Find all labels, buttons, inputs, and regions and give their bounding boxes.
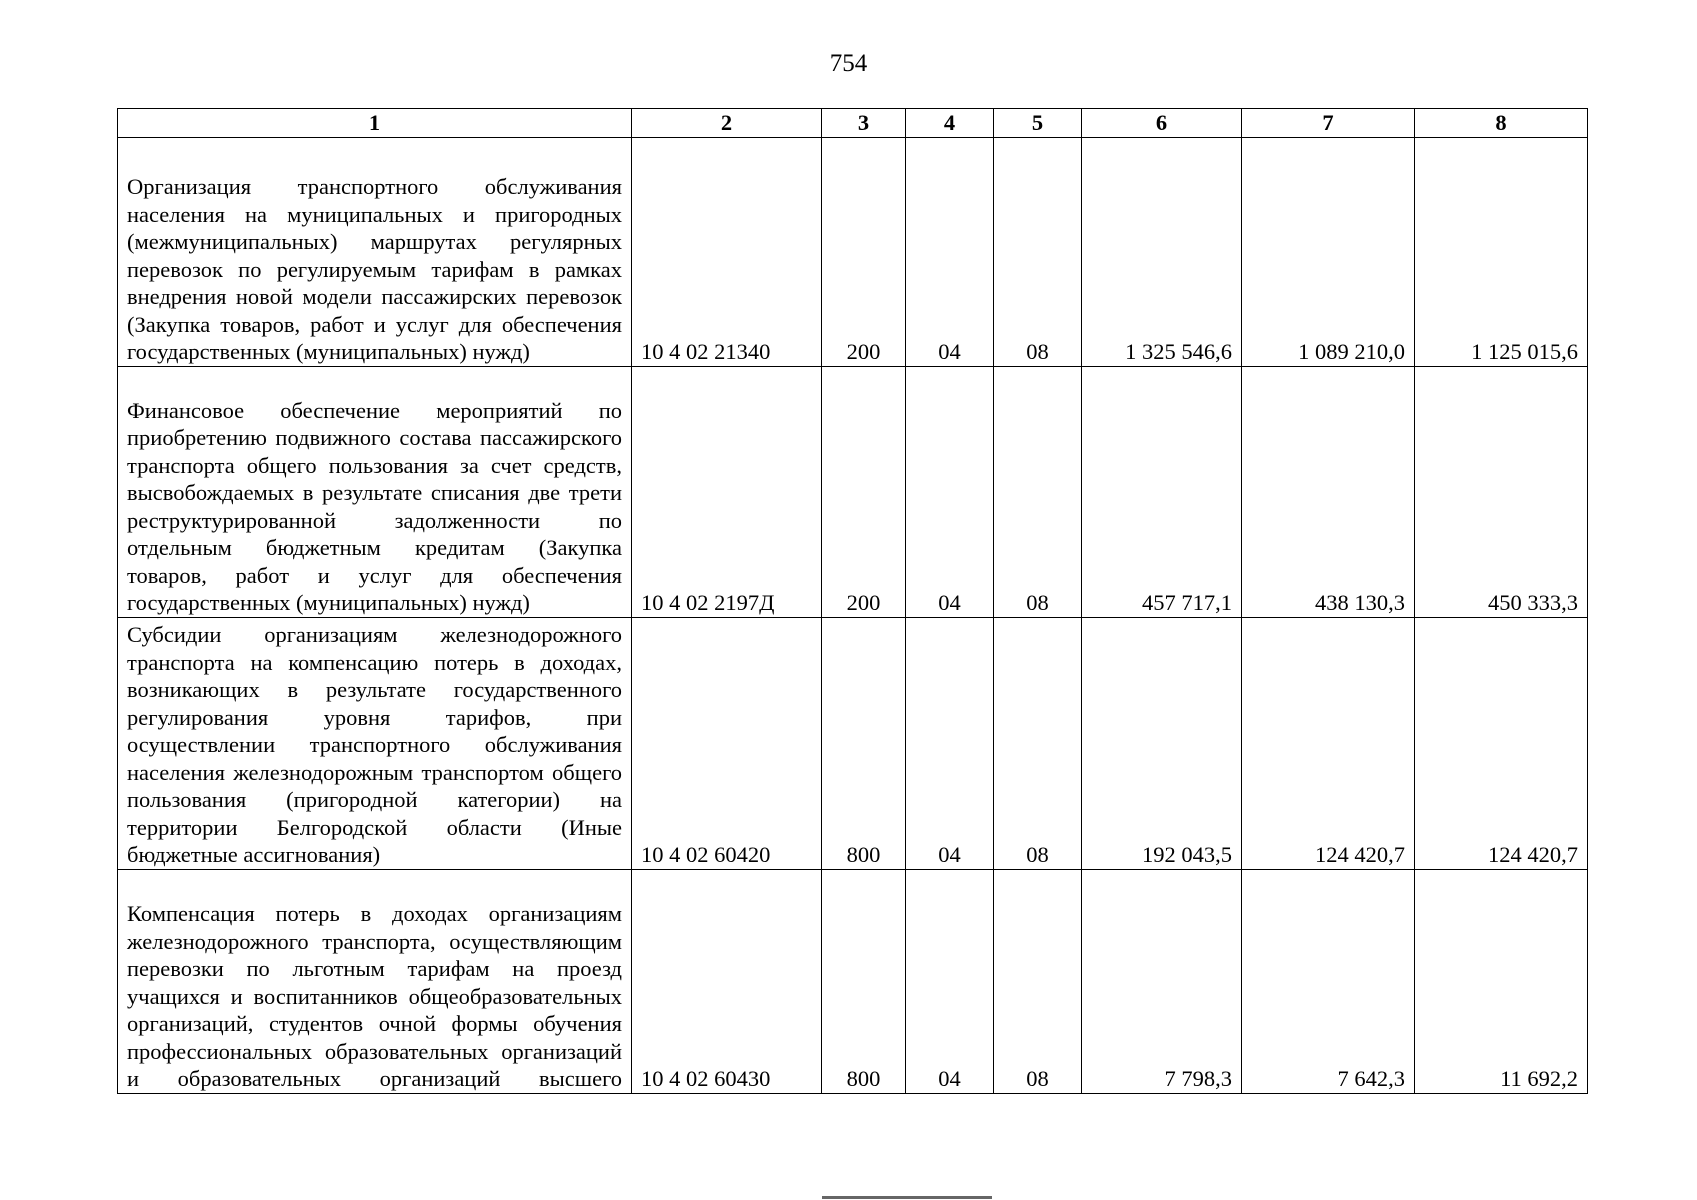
- row-description: Финансовое обеспечение мероприятий по приобретению подвижного состава пассажирского транспорта общего пользования за счет средств, высвобождаемых в результате списания две трети реструктурированной задолженности по отдельным бюджетным кредитам (Закупка товаров, работ и услуг для обеспечения государственных (муниципальных) нужд): [118, 366, 632, 617]
- row-code: 10 4 02 60430: [632, 869, 822, 1093]
- row-col4: 04: [906, 137, 994, 366]
- row-col6: 7 798,3: [1082, 869, 1242, 1093]
- row-col5: 08: [994, 869, 1082, 1093]
- row-col4: 04: [906, 366, 994, 617]
- column-header: 4: [906, 109, 994, 138]
- row-description: Компенсация потерь в доходах организациям железнодорожного транспорта, осуществляющим перевозки по льготным тарифам на проезд учащихся и воспитанников общеобразовательных организаций, студентов очной формы обучения профессиональных образовательных организаций и образовательных организаций высшего: [118, 869, 632, 1093]
- row-col8: 1 125 015,6: [1415, 137, 1588, 366]
- row-col4: 04: [906, 617, 994, 869]
- row-col3: 800: [822, 869, 906, 1093]
- row-col8: 124 420,7: [1415, 617, 1588, 869]
- budget-table: [117, 108, 1588, 1094]
- table-row: [118, 617, 1588, 869]
- column-header: 1: [118, 109, 632, 138]
- column-header: 5: [994, 109, 1082, 138]
- row-code: 10 4 02 2197Д: [632, 366, 822, 617]
- table-row: [118, 137, 1588, 366]
- row-code: 10 4 02 60420: [632, 617, 822, 869]
- row-description: Субсидии организациям железнодорожного транспорта на компенсацию потерь в доходах, возникающих в результате государственного регулирования уровня тарифов, при осуществлении транспортного обслуживания населения железнодорожным транспортом общего пользования (пригородной категории) на территории Белгородской области (Иные бюджетные ассигнования): [118, 617, 632, 869]
- column-header: 2: [632, 109, 822, 138]
- row-col8: 450 333,3: [1415, 366, 1588, 617]
- table-row: [118, 366, 1588, 617]
- row-col6: 1 325 546,6: [1082, 137, 1242, 366]
- row-col4: 04: [906, 869, 994, 1093]
- row-col3: 200: [822, 366, 906, 617]
- row-col7: 438 130,3: [1242, 366, 1415, 617]
- row-col3: 800: [822, 617, 906, 869]
- scan-artifact-line: [822, 1196, 992, 1199]
- header-row: [118, 109, 1588, 138]
- column-header: 6: [1082, 109, 1242, 138]
- row-col5: 08: [994, 137, 1082, 366]
- row-col8: 11 692,2: [1415, 869, 1588, 1093]
- row-col7: 7 642,3: [1242, 869, 1415, 1093]
- row-col5: 08: [994, 617, 1082, 869]
- page-number: 754: [829, 50, 868, 77]
- column-header: 3: [822, 109, 906, 138]
- row-code: 10 4 02 21340: [632, 137, 822, 366]
- column-header: 7: [1242, 109, 1415, 138]
- row-col6: 457 717,1: [1082, 366, 1242, 617]
- row-col7: 124 420,7: [1242, 617, 1415, 869]
- row-col3: 200: [822, 137, 906, 366]
- row-col7: 1 089 210,0: [1242, 137, 1415, 366]
- row-col6: 192 043,5: [1082, 617, 1242, 869]
- table-row: [118, 869, 1588, 1093]
- row-description: Организация транспортного обслуживания населения на муниципальных и пригородных (межмуниципальных) маршрутах регулярных перевозок по регулируемым тарифам в рамках внедрения новой модели пассажирских перевозок (Закупка товаров, работ и услуг для обеспечения государственных (муниципальных) нужд): [118, 137, 632, 366]
- row-col5: 08: [994, 366, 1082, 617]
- column-header: 8: [1415, 109, 1588, 138]
